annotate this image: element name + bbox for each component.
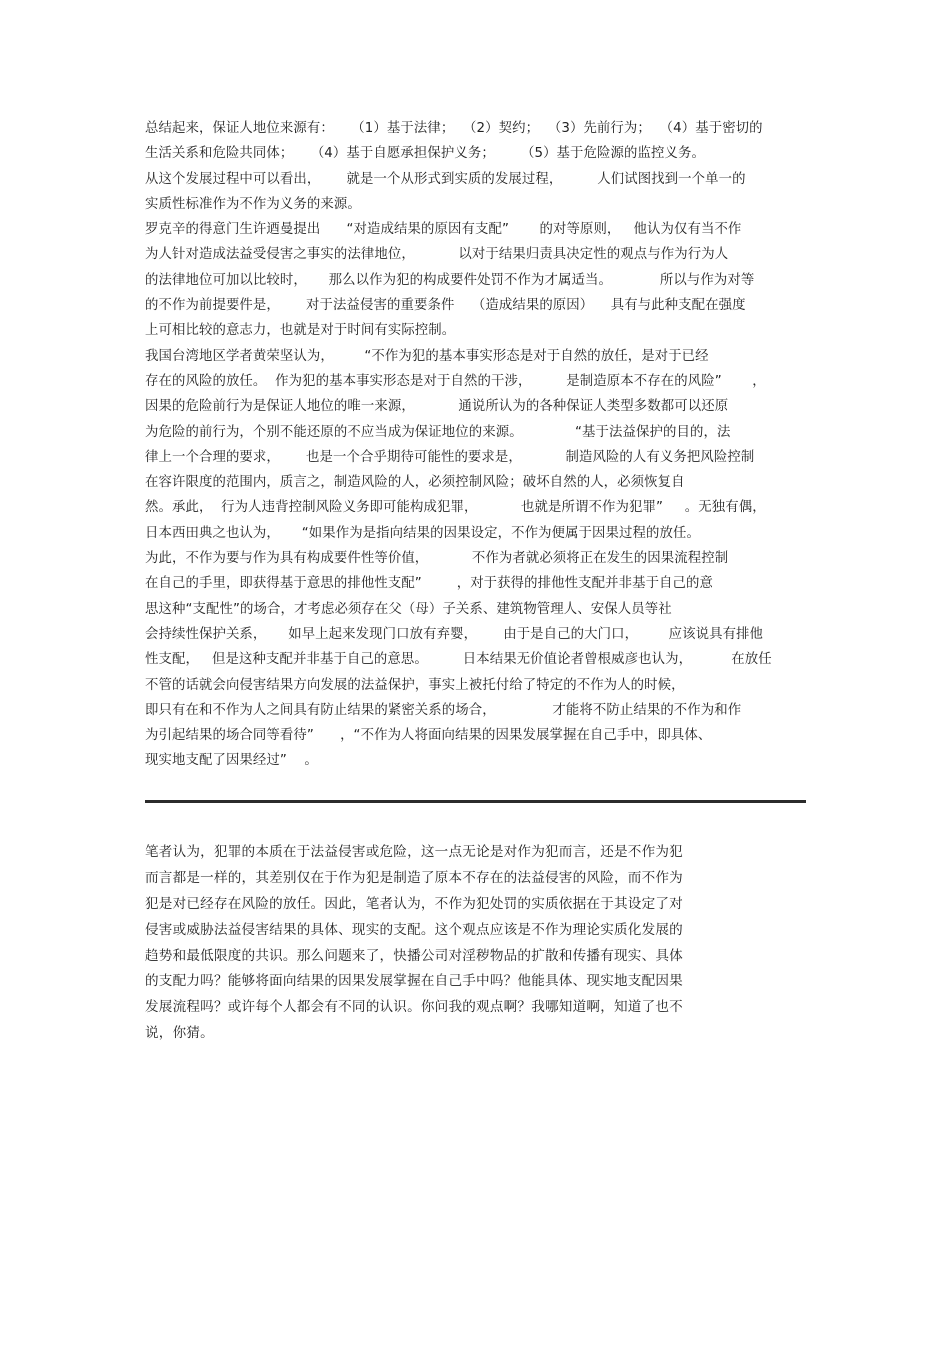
section-divider [145,800,806,803]
text-line: 因果的危险前行为是保证人地位的唯一来源， 通说所认为的各种保证人类型多数都可以还原 [145,399,729,415]
text-line: 日本西田典之也认为， “如果作为是指向结果的因果设定，不作为便属于因果过程的放任。 [145,525,700,541]
text-line: 律上一个合理的要求， 也是一个合乎期待可能性的要求是， 制造风险的人有义务把风险控制 [145,449,755,465]
text-line: 侵害或威胁法益侵害结果的具体、现实的支配。这个观点应该是不作为理论实质化发展的 [145,921,683,938]
text-line: 为引起结果的场合同等看待” ，“不作为人将面向结果的因果发展掌握在自己手中，即具体、 [145,728,712,744]
text-line: 为危险的前行为，个别不能还原的不应当成为保证地位的来源。 “基于法益保护的目的，法 [145,424,731,440]
text-line: 现实地支配了因果经过” 。 [145,753,318,769]
text-line: 生活关系和危险共同体； （4）基于自愿承担保护义务； （5）基于危险源的监控义务。 [145,146,705,162]
text-line: 为人针对造成法益受侵害之事实的法律地位， 以对于结果归责具决定性的观点与作为行为人 [145,247,729,263]
text-line: 的不作为前提要件是， 对于法益侵害的重要条件 （造成结果的原因） 具有与此种支配在强度 [145,298,746,314]
text-line: 的支配力吗？能够将面向结果的因果发展掌握在自己手中吗？他能具体、现实地支配因果 [145,973,683,990]
text-line: 然。承此， 行为人违背控制风险义务即可能构成犯罪， 也就是所谓不作为犯罪” 。无独有偶， [145,500,766,516]
text-line: 为此，不作为要与作为具有构成要件性等价值， 不作为者就必须将正在发生的因果流程控制 [145,551,729,567]
text-line: 总结起来，保证人地位来源有： （1）基于法律； （2）契约； （3）先前行为； （4）基于密切的 [145,121,763,136]
text-line: 即只有在和不作为人之间具有防止结果的紧密关系的场合， 才能将不防止结果的不作为和作 [145,702,742,718]
text-line: 犯是对已经存在风险的放任。因此，笔者认为，不作为犯处罚的实质依据在于其设定了对 [145,895,683,912]
summary-paragraphs [145,116,815,774]
text-line: 存在的风险的放任。 作为犯的基本事实形态是对于自然的干涉， 是制造原本不存在的风险” ， [145,373,766,389]
text-line: 的法律地位可加以比较时， 那么以作为犯的构成要件处罚不作为才属适当。 所以与作为对等 [145,272,755,288]
text-line: 说，你猜。 [145,1025,214,1042]
text-line: 从这个发展过程中可以看出， 就是一个从形式到实质的发展过程， 人们试图找到一个单一的 [145,171,746,187]
text-line: 实质性标准作为不作为义务的来源。 [145,196,361,212]
text-line: 而言都是一样的，其差别仅在于作为犯是制造了原本不存在的法益侵害的风险，而不作为 [145,869,683,886]
text-line: 笔者认为，犯罪的本质在于法益侵害或危险，这一点无论是对作为犯而言，还是不作为犯 [145,844,683,860]
text-line: 在自己的手里，即获得基于意思的排他性支配” ，对于获得的排他性支配并非基于自己的意 [145,576,714,592]
author-opinion-paragraph [145,840,735,1047]
text-line: 思这种“支配性”的场合，才考虑必须存在父（母）子关系、建筑物管理人、安保人员等社 [145,601,672,617]
text-line: 发展流程吗？或许每个人都会有不同的认识。你问我的观点啊？我哪知道啊，知道了也不 [145,999,683,1016]
text-line: 性支配， 但是这种支配并非基于自己的意思。 日本结果无价值论者曾根威彦也认为， 在放任 [145,652,772,668]
text-line: 在容许限度的范围内，质言之，制造风险的人，必须控制风险；破坏自然的人，必须恢复自 [145,475,685,491]
text-line: 罗克辛的得意门生许迺曼提出 “对造成结果的原因有支配” 的对等原则， 他认为仅有当不作 [145,222,742,238]
text-line: 不管的话就会向侵害结果方向发展的法益保护，事实上被托付给了特定的不作为人的时候， [145,677,685,693]
text-line: 上可相比较的意志力，也就是对于时间有实际控制。 [145,323,456,339]
text-line: 会持续性保护关系， 如早上起来发现门口放有弃婴， 由于是自己的大门口， 应该说具有排他 [145,626,764,642]
text-line: 趋势和最低限度的共识。那么问题来了，快播公司对淫秽物品的扩散和传播有现实、具体 [145,947,683,964]
text-line: 我国台湾地区学者黄荣坚认为， “不作为犯的基本事实形态是对于自然的放任，是对于已经 [145,348,709,364]
